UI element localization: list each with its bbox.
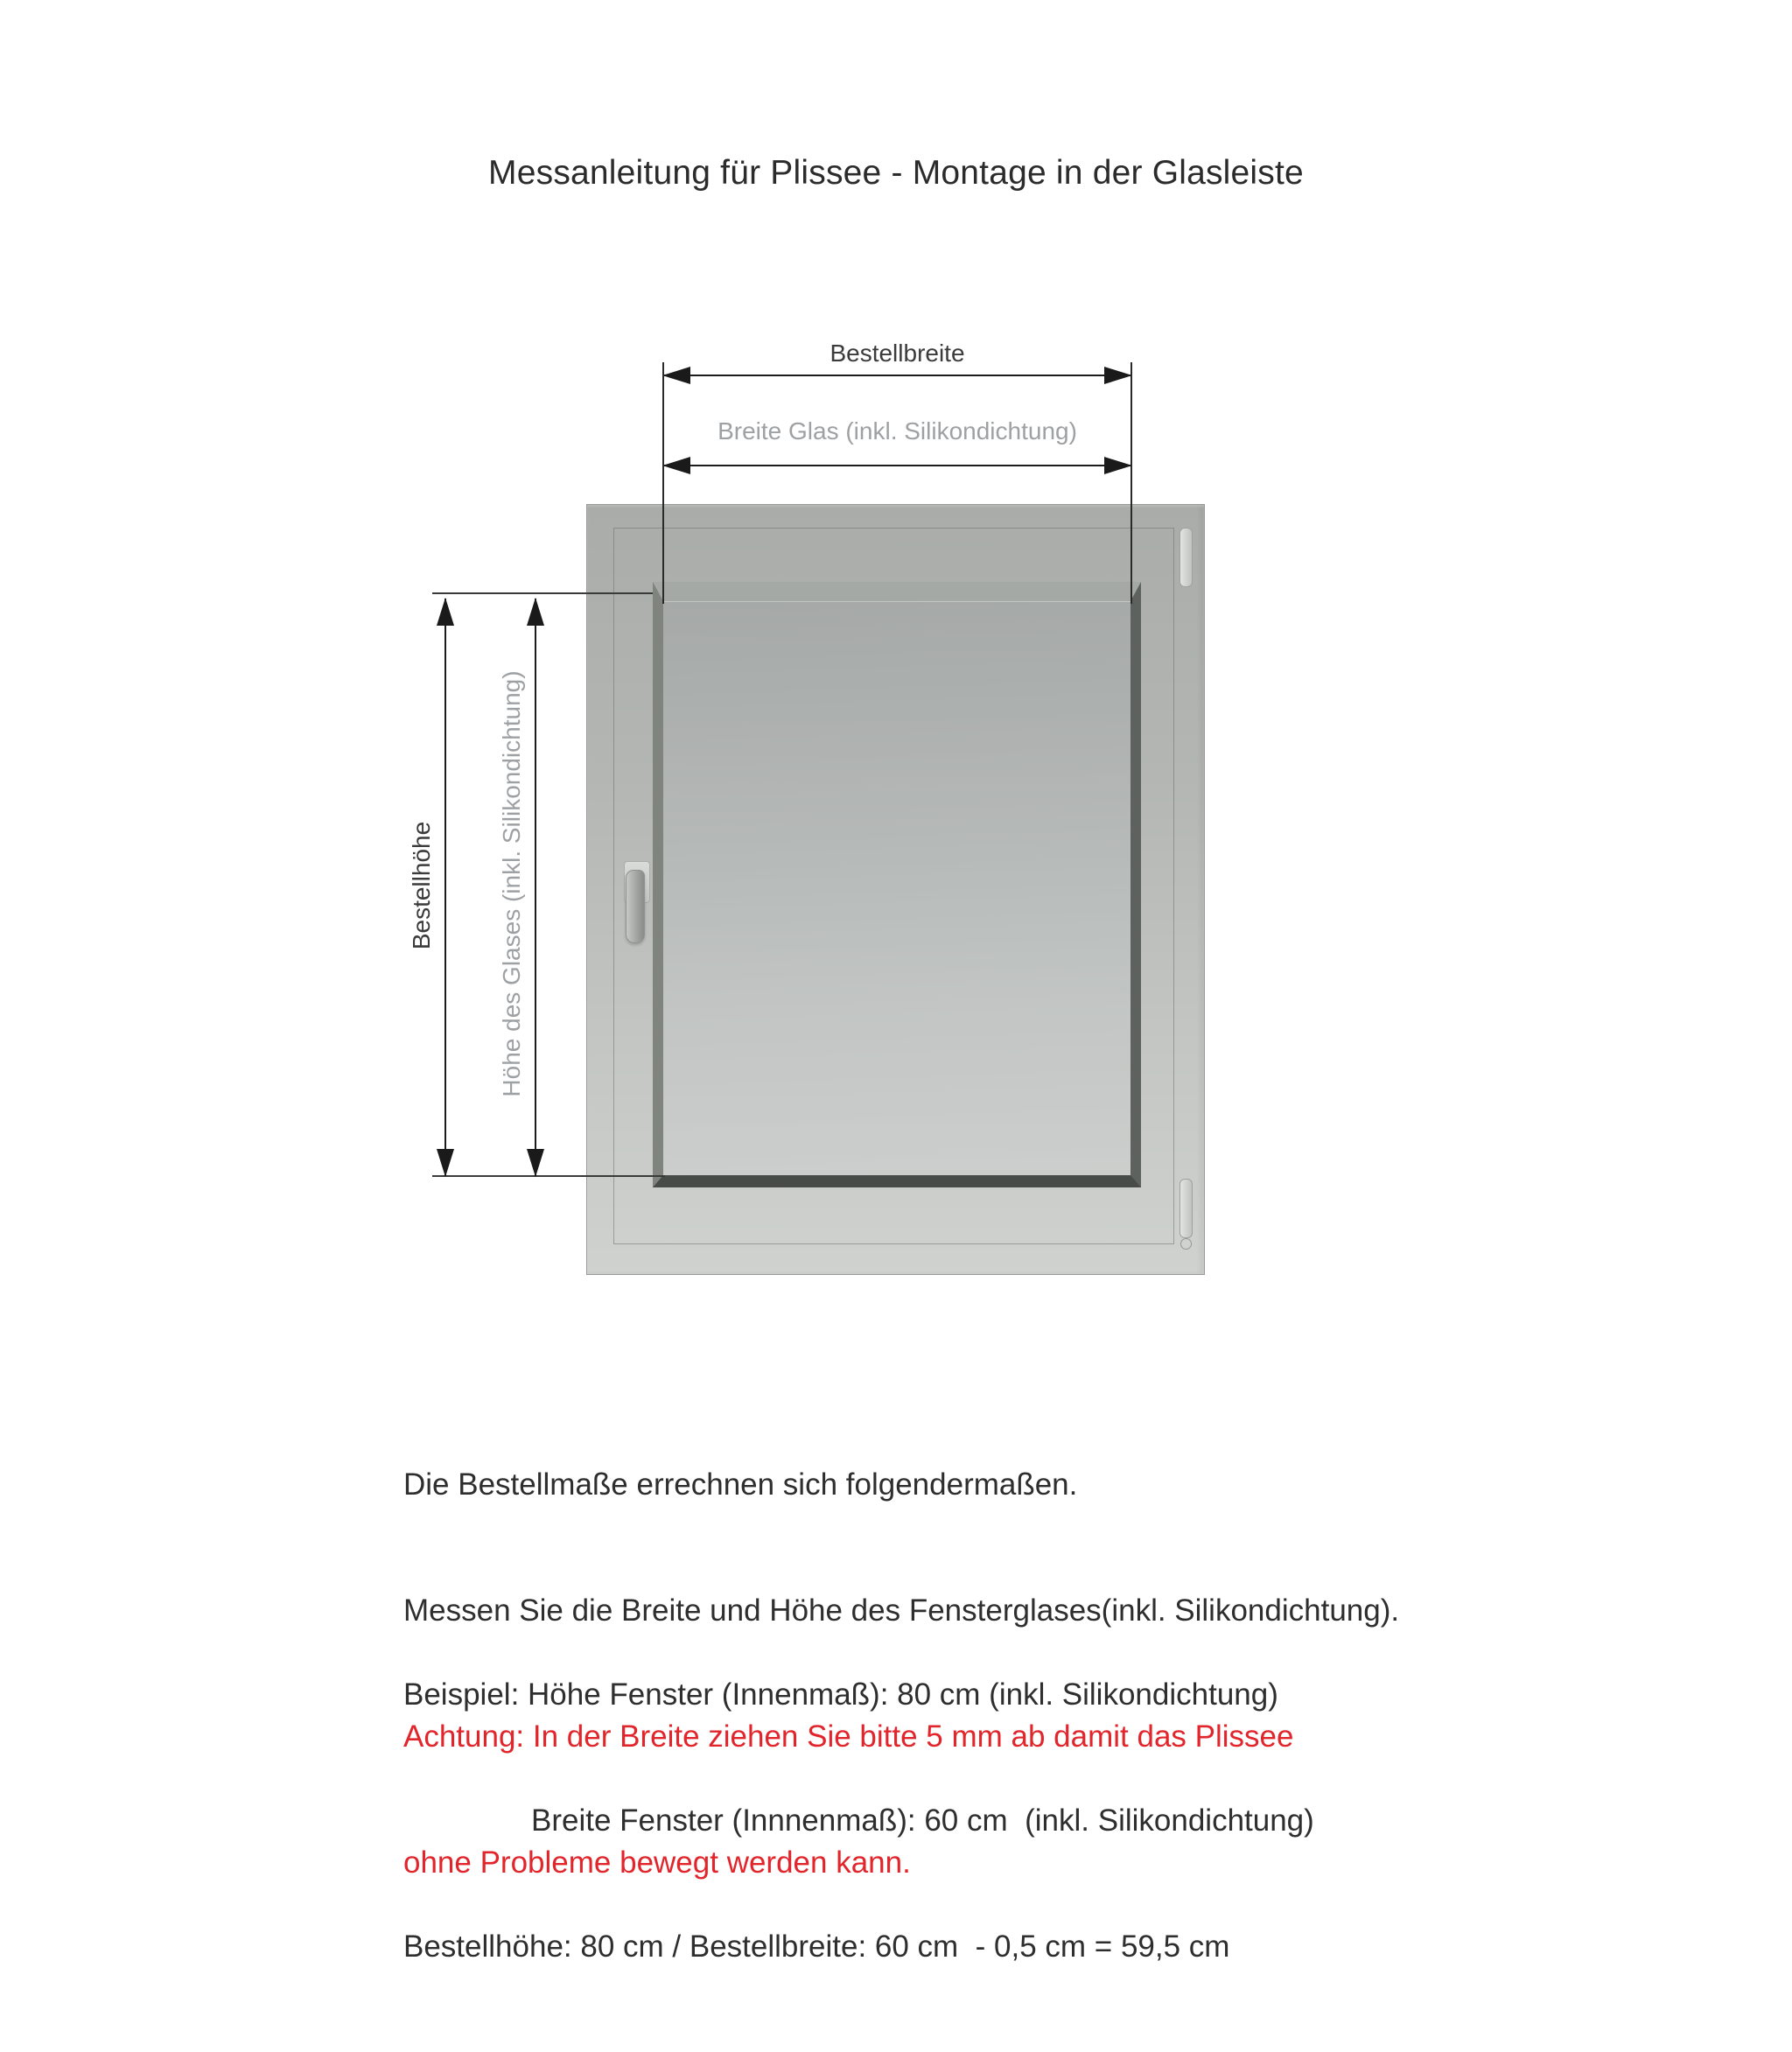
glass-height-label: Höhe des Glases (inkl. Silikondichtung) <box>498 670 525 1097</box>
extension-line-bottom <box>432 1175 665 1177</box>
arrowhead-left-icon <box>662 457 690 474</box>
instruction-line: Die Bestellmaße errechnen sich folgendermaßen. <box>403 1467 1078 1502</box>
arrowhead-up-icon <box>437 598 454 626</box>
hinge-top <box>1180 528 1193 587</box>
example-line: Beispiel: Höhe Fenster (Innenmaß): 80 cm (inkl. Silikondichtung) <box>403 1677 1278 1712</box>
glass-width-arrow <box>663 465 1131 466</box>
arrowhead-up-icon <box>527 598 544 626</box>
example-line: Bestellhöhe: 80 cm / Bestellbreite: 60 cm - 0,5 cm = 59,5 cm <box>403 1929 1230 1964</box>
warning-line: ohne Probleme bewegt werden kann. <box>403 1845 911 1880</box>
extension-line-left <box>662 362 664 604</box>
hinge-pin <box>1180 1238 1192 1250</box>
arrowhead-right-icon <box>1104 457 1132 474</box>
glass-pane <box>663 601 1130 1175</box>
glass-height-arrow <box>535 599 536 1176</box>
arrowhead-right-icon <box>1104 367 1132 384</box>
order-width-label: Bestellbreite <box>830 340 965 367</box>
example-line: Breite Fenster (Innnenmaß): 60 cm (inkl. Silikondichtung) <box>531 1803 1314 1838</box>
order-width-arrow <box>663 375 1131 376</box>
glazing-bead <box>653 582 1141 1187</box>
order-height-label: Bestellhöhe <box>408 821 435 950</box>
window-frame <box>586 504 1205 1275</box>
arrowhead-down-icon <box>437 1149 454 1177</box>
extension-line-right <box>1130 362 1132 604</box>
page-title: Messanleitung für Plissee - Montage in der Glasleiste <box>488 154 1304 192</box>
window-handle <box>626 870 645 943</box>
arrowhead-down-icon <box>527 1149 544 1177</box>
glass-width-label: Breite Glas (inkl. Silikondichtung) <box>718 417 1077 445</box>
example-block <box>403 1590 1314 2052</box>
order-height-arrow <box>444 599 446 1176</box>
hinge-bottom <box>1180 1179 1193 1238</box>
extension-line-top <box>432 592 653 594</box>
instruction-line: Messen Sie die Breite und Höhe des Fensterglases(inkl. Silikondichtung). <box>403 1593 1400 1628</box>
arrowhead-left-icon <box>662 367 690 384</box>
warning-line: Achtung: In der Breite ziehen Sie bitte 5 mm ab damit das Plissee <box>403 1719 1294 1754</box>
